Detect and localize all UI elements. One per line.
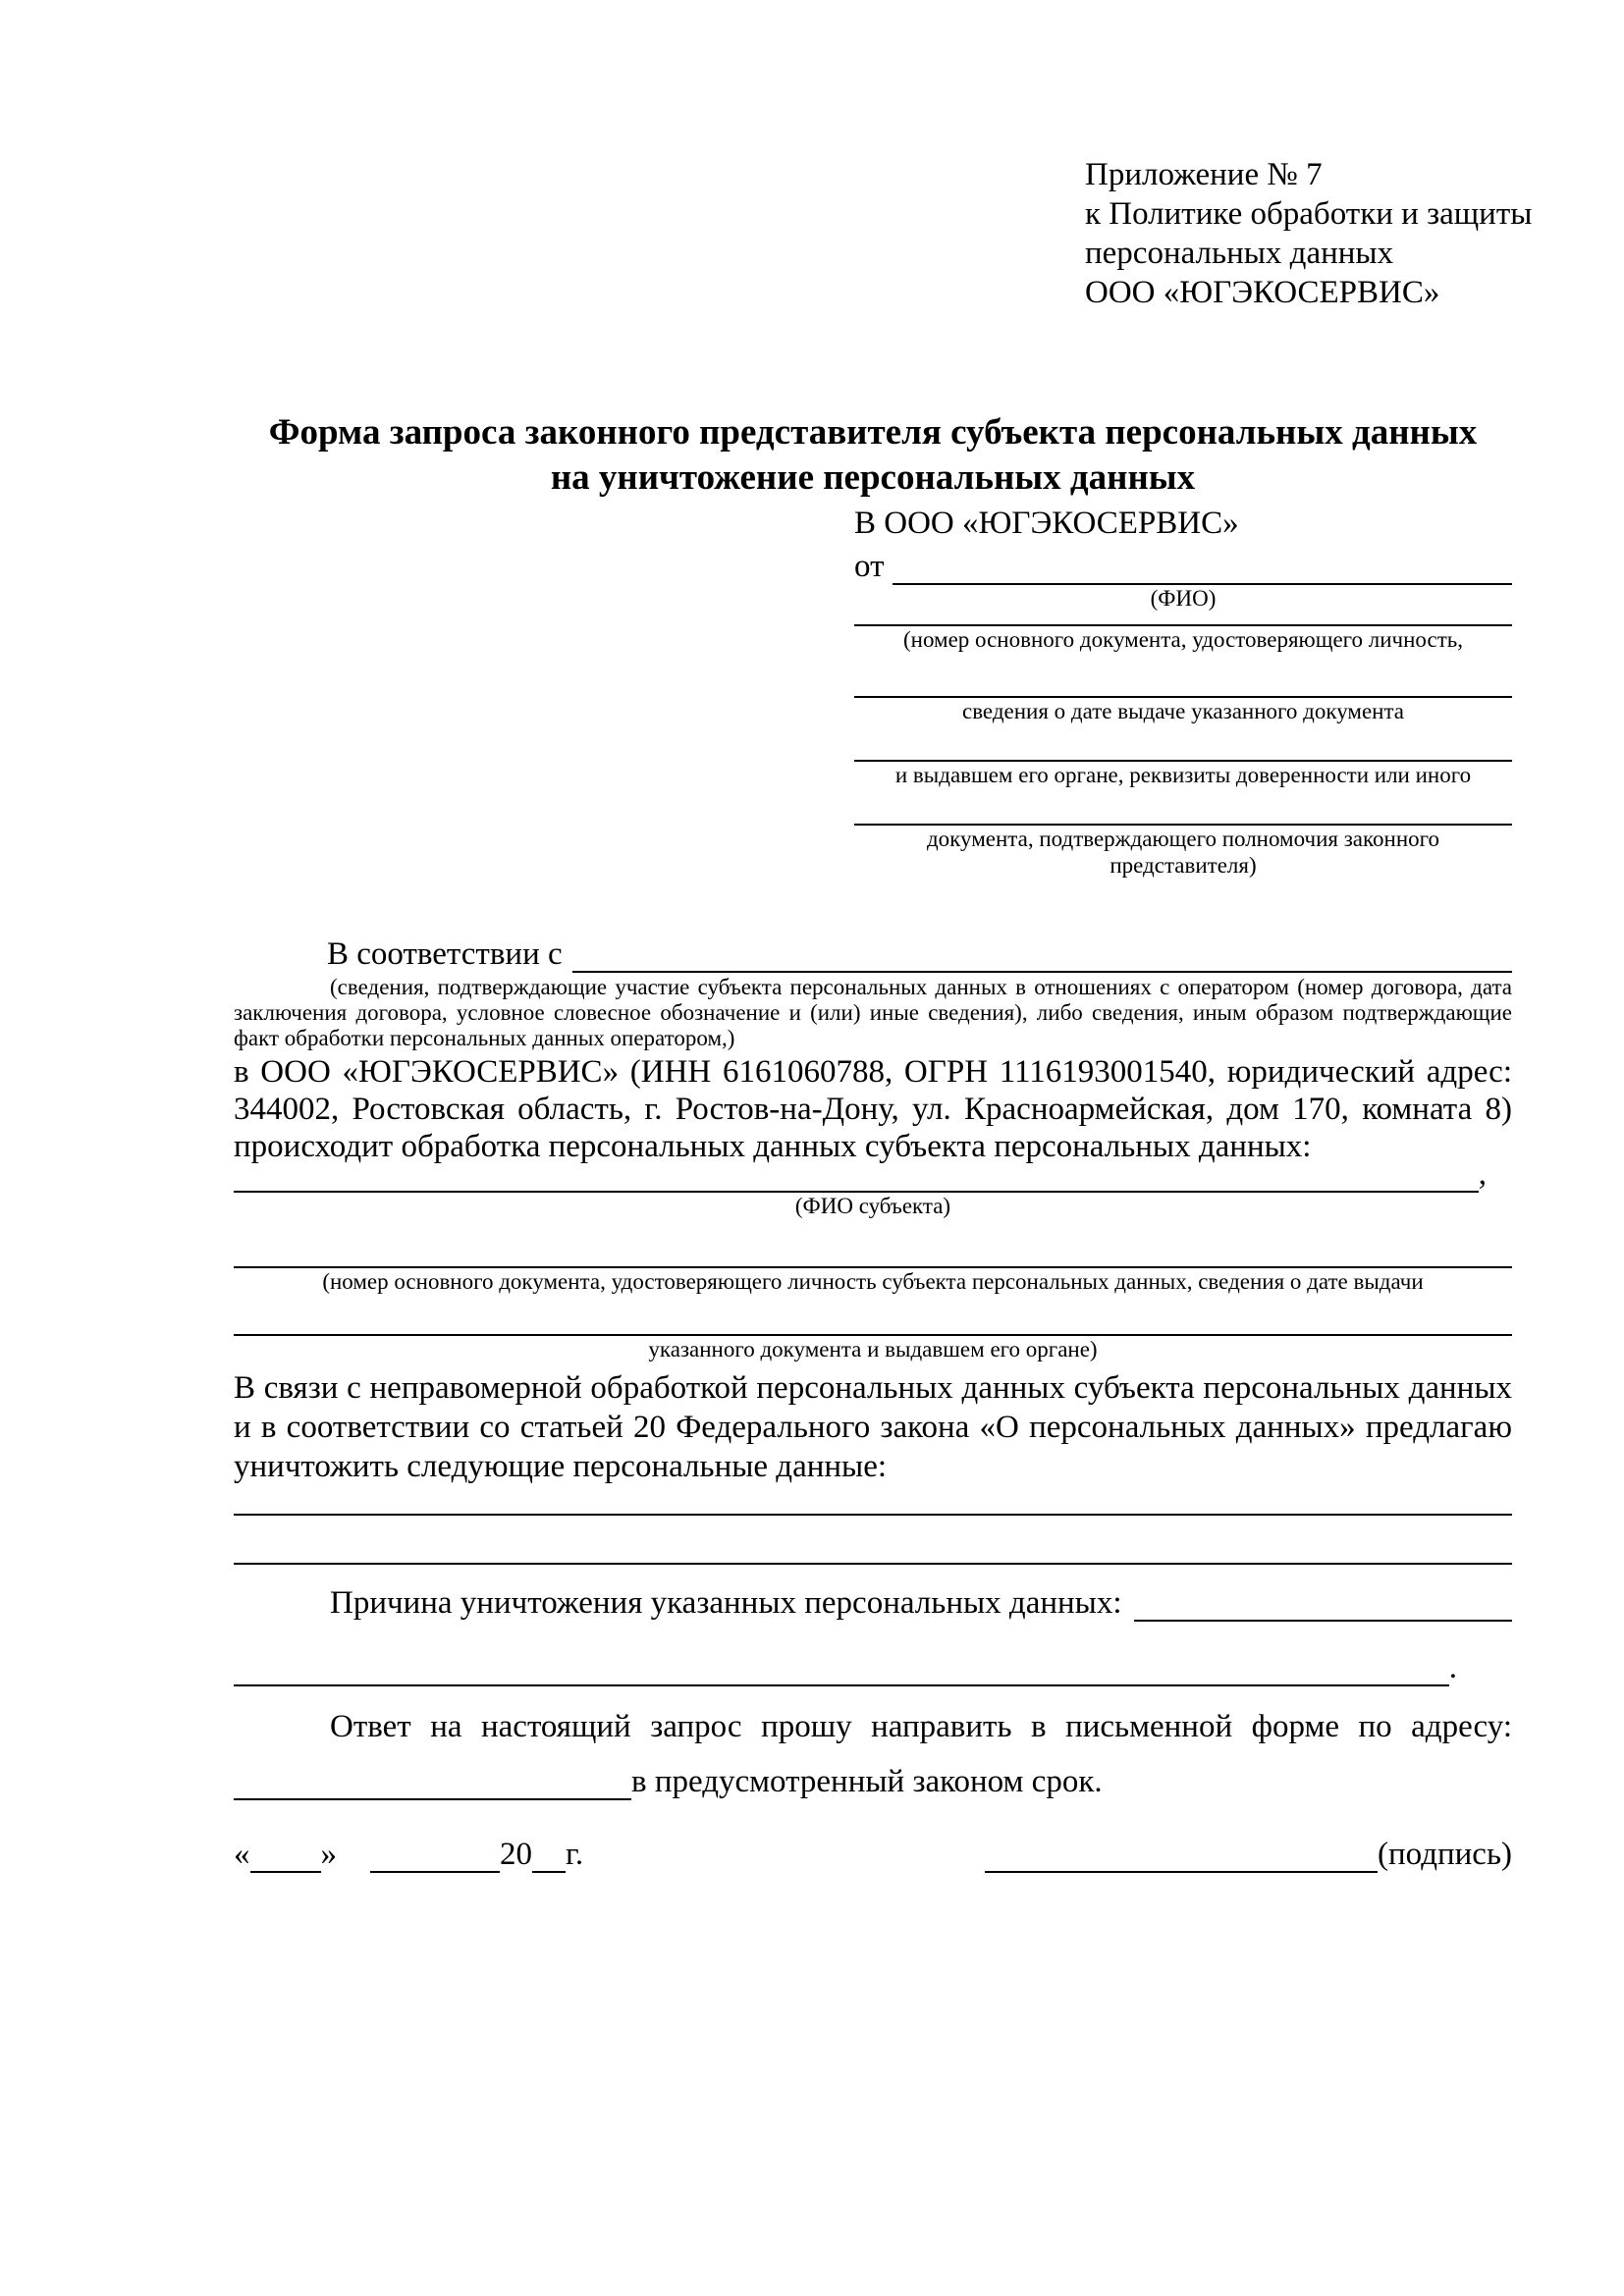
reason-period: . [1448,1650,1457,1685]
date-close-quote: » [320,1837,337,1872]
form-title [234,410,1512,501]
appendix-note-line-3: персональных данных [1085,236,1394,271]
reason-continuation-field [234,1647,1512,1686]
data-blank-line-2 [234,1563,1512,1565]
date-day-blank [250,1830,321,1873]
appendix-note-line-4: ООО «ЮГЭКОСЕРВИС» [1085,275,1440,310]
date-open-quote: « [234,1837,250,1872]
accordance-field [234,934,1512,973]
reason-continuation-blank-line [234,1645,1449,1686]
from-field [854,544,1512,585]
accordance-blank-line [572,936,1512,973]
date-year-prefix: 20 [500,1837,532,1872]
reason-field [234,1582,1512,1622]
data-blank-line-1 [234,1514,1512,1516]
form-title-line-2: на уничтожение персональных данных [550,457,1196,498]
answer-address-field [234,1761,1512,1800]
representative-caption-1: (номер основного документа, удостоверяющего личность, [902,627,1463,652]
subject-fio-caption: (ФИО субъекта) [794,1194,951,1218]
addressee-org: В ООО «ЮГЭКОСЕРВИС» [854,506,1239,541]
reason-blank-line [1134,1585,1512,1622]
signature-field [985,1832,1512,1873]
accordance-lead: В соответствии с [327,936,563,972]
subject-doc-caption-2: указанного документа и выдавшем его органе) [648,1337,1098,1362]
date-month-blank [370,1830,500,1873]
appendix-note [1085,0,1533,312]
subject-fio-field [234,1156,1512,1193]
subject-doc-caption-1: (номер основного документа, удостоверяющего личность субъекта персональных данных, сведения о дате выдачи [322,1269,1424,1294]
from-label: от [854,549,885,584]
request-paragraph: В связи с неправомерной обработкой персональных данных субъекта персональных данных и в соответствии со статьей 20 Федерального закона «О персональных данных» предлагаю уничтожить следующие персональные данные: [234,1370,1512,1484]
answer-request-line: Ответ на настоящий запрос прошу направить в письменной форме по адресу: [330,1709,1512,1744]
addressee-block [854,505,1512,879]
from-blank-line [893,549,1513,585]
accordance-explanation: (сведения, подтверждающие участие субъекта персональных данных в отношениях с оператором (номер договора, дата заключения договора, условное словесное обозначение и (или) иные сведения), либо сведения, иным образом подтверждающие факт обработки персональных данных оператором,) [234,975,1512,1050]
date-year-blank [532,1830,566,1873]
appendix-note-line-1: Приложение № 7 [1085,157,1323,192]
reason-label: Причина уничтожения указанных персональных данных: [330,1585,1122,1621]
subject-fio-blank-line [234,1167,1479,1193]
appendix-note-line-2: к Политике обработки и защиты [1085,196,1533,232]
date-year-suffix: г. [566,1837,584,1872]
representative-caption-2: сведения о дате выдаче указанного документа [961,699,1405,723]
signature-caption: (подпись) [1378,1837,1512,1872]
form-title-line-1: Форма запроса законного представителя субъекта персональных данных [268,412,1478,453]
answer-address-blank-line [234,1759,631,1800]
representative-caption-4: документа, подтверждающего полномочия законного представителя) [926,827,1439,878]
subject-fio-comma: , [1478,1156,1487,1192]
fio-caption: (ФИО) [1150,586,1217,611]
answer-tail: в предусмотренный законом срок. [631,1764,1103,1799]
representative-caption-3: и выдавшем его органе, реквизиты доверенности или иного [894,763,1472,787]
operator-paragraph: в ООО «ЮГЭКОСЕРВИС» (ИНН 6161060788, ОГРН 1116193001540, юридический адрес: 344002, Ростовская область, г. Ростов-на-Дону, ул. Красноармейская, дом 170, комната 8) происходит обработка персональных данных субъекта персональных данных: [234,1054,1512,1164]
date-signature-row [234,1832,1512,1873]
signature-blank-line [985,1830,1378,1873]
